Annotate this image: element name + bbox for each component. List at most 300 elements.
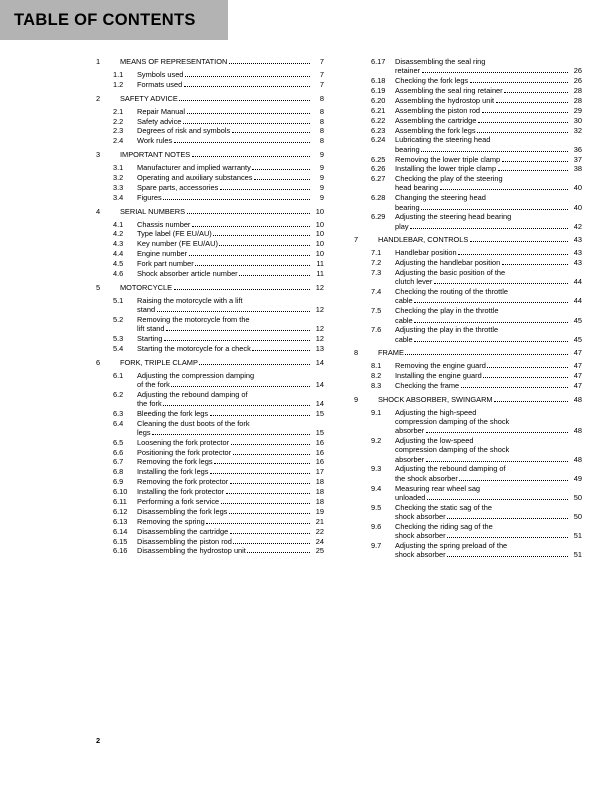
toc-entry-number: 2.4	[113, 136, 124, 146]
toc-section-entry[interactable]	[96, 449, 324, 457]
toc-dot-leader	[470, 82, 568, 83]
toc-chapter-entry[interactable]	[96, 359, 324, 367]
toc-entry-title-block	[395, 326, 582, 343]
toc-section-entry[interactable]	[96, 81, 324, 89]
toc-page-number: 48	[573, 454, 582, 464]
toc-entry-title: Adjusting the rebound damping of	[395, 464, 506, 474]
toc-section-entry[interactable]	[354, 107, 582, 115]
toc-entry-line	[137, 498, 324, 506]
toc-entry-line	[137, 518, 324, 526]
toc-entry-number: 6.1	[113, 370, 124, 380]
toc-page-number: 10	[315, 229, 324, 239]
toc-section-entry[interactable]	[354, 382, 582, 390]
toc-section-entry[interactable]	[354, 259, 582, 267]
toc-entry-title-block	[395, 156, 582, 164]
toc-page-number: 9	[319, 163, 324, 173]
toc-section-entry[interactable]	[354, 136, 582, 153]
toc-dot-leader	[502, 161, 568, 162]
toc-entry-title: Disassembling the fork legs	[137, 506, 228, 516]
toc-entry-title: Performing a fork service	[137, 497, 220, 507]
toc-entry-title-block	[137, 184, 324, 192]
toc-entry-line	[137, 240, 324, 248]
toc-dot-leader	[405, 354, 567, 355]
toc-section-entry[interactable]	[96, 478, 324, 486]
toc-section-entry[interactable]	[354, 485, 582, 502]
toc-entry-title: Assembling the piston rod	[395, 105, 481, 115]
toc-entry-title: Degrees of risk and symbols	[137, 126, 231, 136]
toc-entry-line	[395, 485, 582, 493]
toc-page-number: 43	[573, 258, 582, 268]
toc-dot-leader	[414, 341, 567, 342]
toc-page-number: 9	[319, 172, 324, 182]
toc-page-number: 17	[315, 467, 324, 477]
toc-entry-line	[395, 465, 582, 473]
toc-entry-line	[378, 349, 582, 357]
toc-entry-number: 6.15	[113, 536, 128, 546]
toc-entry-title: Installing the fork legs	[137, 467, 209, 477]
toc-page-number: 15	[315, 427, 324, 437]
toc-dot-leader	[421, 151, 567, 152]
toc-entry-line	[137, 174, 324, 182]
toc-entry-title: Removing the lower triple clamp	[395, 154, 501, 164]
toc-section-entry[interactable]	[96, 508, 324, 516]
toc-page-number: 29	[573, 105, 582, 115]
toc-entry-number: 6.16	[113, 546, 128, 556]
toc-section-entry[interactable]	[96, 164, 324, 172]
toc-entry-number: 8.3	[371, 381, 382, 391]
toc-chapter-entry[interactable]	[354, 236, 582, 244]
toc-page-number: 40	[573, 202, 582, 212]
toc-entry-title-block	[395, 465, 582, 482]
toc-entry-line	[137, 400, 324, 408]
toc-section-entry[interactable]	[96, 547, 324, 555]
toc-page-number: 45	[573, 315, 582, 325]
toc-page-number: 8	[319, 126, 324, 136]
toc-entry-line	[395, 504, 582, 512]
toc-entry-line	[137, 429, 324, 437]
toc-page-number: 12	[315, 333, 324, 343]
toc-entry-title: cable	[395, 334, 413, 344]
toc-entry-number: 6.10	[113, 487, 128, 497]
page-title: TABLE OF CONTENTS	[14, 10, 196, 29]
toc-dot-leader	[470, 241, 568, 242]
toc-entry-title: MOTORCYCLE	[120, 282, 173, 292]
toc-section-entry[interactable]	[96, 137, 324, 145]
toc-dot-leader	[458, 254, 567, 255]
toc-chapter-entry[interactable]	[96, 95, 324, 103]
toc-section-entry[interactable]	[96, 372, 324, 389]
toc-entry-title: Starting	[137, 333, 163, 343]
toc-entry-number: 6.20	[371, 95, 386, 105]
toc-entry-line	[395, 107, 582, 115]
toc-entry-line	[395, 87, 582, 95]
toc-section-entry[interactable]	[96, 345, 324, 353]
toc-entry-title: shock absorber	[395, 549, 446, 559]
toc-entry-title-block	[137, 81, 324, 89]
toc-section-entry[interactable]	[96, 184, 324, 192]
toc-dot-leader	[254, 179, 310, 180]
toc-entry-title-block	[137, 478, 324, 486]
toc-dot-leader	[192, 226, 310, 227]
toc-dot-leader	[231, 444, 310, 445]
toc-dot-leader	[229, 63, 310, 64]
toc-section-entry[interactable]	[96, 174, 324, 182]
toc-entry-number: 6.24	[371, 135, 386, 145]
toc-section-entry[interactable]	[354, 437, 582, 463]
toc-entry-number: 2.3	[113, 126, 124, 136]
toc-entry-title: SERIAL NUMBERS	[120, 206, 186, 216]
toc-entry-number: 7	[354, 235, 359, 245]
toc-section-entry[interactable]	[96, 488, 324, 496]
toc-entry-number: 4.4	[113, 249, 124, 259]
toc-entry-title-block	[137, 410, 324, 418]
toc-entry-line	[395, 97, 582, 105]
toc-entry-title-block	[137, 108, 324, 116]
toc-entry-line	[395, 156, 582, 164]
toc-chapter-entry[interactable]	[354, 349, 582, 357]
toc-entry-line	[395, 204, 582, 212]
toc-entry-title-block	[378, 396, 582, 404]
toc-entry-title: absorber	[395, 454, 425, 464]
toc-dot-leader	[427, 499, 568, 500]
toc-section-entry[interactable]	[96, 420, 324, 437]
toc-page-number: 8	[319, 116, 324, 126]
toc-dot-leader	[230, 483, 310, 484]
toc-section-entry[interactable]	[354, 504, 582, 521]
toc-page-number: 26	[573, 66, 582, 76]
toc-page-number: 7	[319, 57, 324, 66]
toc-section-entry[interactable]	[96, 391, 324, 408]
toc-entry-title: Positioning the fork protector	[137, 447, 232, 457]
toc-entry-title-block	[137, 230, 324, 238]
toc-section-entry[interactable]	[96, 528, 324, 536]
toc-dot-leader	[414, 302, 567, 303]
toc-section-entry[interactable]	[96, 221, 324, 229]
toc-entry-title: Disassembling the cartridge	[137, 526, 229, 536]
toc-entry-number: 8.2	[371, 371, 382, 381]
toc-entry-title-block	[120, 284, 324, 292]
toc-entry-line	[137, 449, 324, 457]
toc-section-entry[interactable]	[354, 194, 582, 211]
toc-dot-leader	[477, 132, 567, 133]
toc-entry-title: Chassis number	[137, 219, 191, 229]
toc-chapter-entry[interactable]	[96, 208, 324, 216]
toc-section-entry[interactable]	[96, 230, 324, 238]
toc-entry-line	[395, 409, 582, 417]
toc-entry-line	[395, 317, 582, 325]
toc-section-entry[interactable]	[354, 465, 582, 482]
toc-page-number: 7	[319, 69, 324, 79]
toc-chapter-entry[interactable]	[96, 151, 324, 159]
toc-entry-title: Assembling the fork legs	[395, 125, 476, 135]
toc-entry-number: 4.6	[113, 268, 124, 278]
toc-section-entry[interactable]	[354, 175, 582, 192]
toc-entry-title-block	[395, 127, 582, 135]
toc-section-entry[interactable]	[354, 249, 582, 257]
toc-dot-leader	[494, 401, 567, 402]
toc-entry-line	[137, 439, 324, 447]
toc-entry-number: 2	[96, 93, 101, 103]
toc-entry-number: 9.6	[371, 521, 382, 531]
toc-page-number: 9	[319, 192, 324, 202]
toc-entry-number: 4.5	[113, 259, 124, 269]
toc-entry-line	[137, 194, 324, 202]
toc-entry-line	[120, 208, 324, 216]
footer-page-number: 2	[96, 736, 101, 745]
toc-section-entry[interactable]	[354, 97, 582, 105]
toc-entry-title-block	[395, 77, 582, 85]
toc-dot-leader	[440, 189, 568, 190]
toc-entry-title-block	[137, 468, 324, 476]
toc-page-number: 10	[315, 206, 324, 216]
toc-section-entry[interactable]	[96, 498, 324, 506]
toc-section-entry[interactable]	[96, 538, 324, 546]
toc-section-entry[interactable]	[96, 108, 324, 116]
toc-dot-leader	[487, 367, 567, 368]
toc-section-entry[interactable]	[354, 542, 582, 559]
toc-entry-line	[395, 382, 582, 390]
toc-dot-leader	[189, 255, 310, 256]
toc-entry-title-block	[395, 175, 582, 192]
toc-section-entry[interactable]	[96, 194, 324, 202]
toc-entry-line	[395, 213, 582, 221]
toc-section-entry[interactable]	[354, 288, 582, 305]
toc-dot-leader	[163, 199, 309, 200]
toc-section-entry[interactable]	[96, 468, 324, 476]
toc-dot-leader	[502, 264, 568, 265]
toc-entry-title-block	[137, 439, 324, 447]
toc-section-entry[interactable]	[354, 362, 582, 370]
toc-entry-title-block	[137, 194, 324, 202]
toc-entry-number: 7.5	[371, 306, 382, 316]
toc-entry-title-block	[395, 437, 582, 463]
toc-entry-line	[395, 58, 582, 66]
toc-entry-title: Symbols used	[137, 69, 184, 79]
toc-section-entry[interactable]	[354, 165, 582, 173]
toc-entry-title-block	[137, 458, 324, 466]
toc-entry-line	[137, 345, 324, 353]
toc-section-entry[interactable]	[96, 127, 324, 135]
toc-page-number: 24	[315, 536, 324, 546]
toc-entry-title-block	[120, 95, 324, 103]
toc-entry-title: Operating and auxiliary substances	[137, 172, 253, 182]
toc-entry-line	[137, 118, 324, 126]
toc-section-entry[interactable]	[96, 240, 324, 248]
toc-dot-leader	[226, 493, 310, 494]
toc-entry-number: 8	[354, 348, 359, 358]
toc-section-entry[interactable]	[354, 58, 582, 75]
toc-entry-title: Assembling the hydrostop unit	[395, 95, 495, 105]
toc-entry-line	[120, 284, 324, 292]
toc-entry-title: Disassembling the hydrostop unit	[137, 546, 246, 556]
toc-dot-leader	[230, 533, 310, 534]
toc-entry-title-block	[395, 97, 582, 105]
toc-entry-line	[137, 381, 324, 389]
toc-entry-number: 6	[96, 357, 101, 367]
toc-entry-title: play	[395, 221, 409, 231]
toc-entry-title-block	[378, 236, 582, 244]
toc-entry-title-block	[137, 518, 324, 526]
toc-entry-number: 5	[96, 282, 101, 292]
toc-entry-title-block	[395, 372, 582, 380]
toc-section-entry[interactable]	[96, 250, 324, 258]
toc-section-entry[interactable]	[96, 316, 324, 333]
header-banner	[0, 0, 228, 40]
toc-section-entry[interactable]	[354, 87, 582, 95]
toc-entry-title-block	[137, 127, 324, 135]
toc-section-entry[interactable]	[354, 117, 582, 125]
toc-section-entry[interactable]	[354, 156, 582, 164]
toc-entry-title: Removing the fork protector	[137, 477, 229, 487]
toc-entry-line	[395, 427, 582, 435]
toc-entry-line	[137, 458, 324, 466]
toc-dot-leader	[239, 275, 309, 276]
toc-dot-leader	[426, 461, 568, 462]
toc-entry-title: Removing the motorcycle from the	[137, 314, 250, 324]
toc-entry-title: Measuring rear wheel sag	[395, 483, 481, 493]
toc-chapter-entry[interactable]	[354, 396, 582, 404]
toc-section-entry[interactable]	[96, 118, 324, 126]
toc-dot-leader	[414, 322, 567, 323]
toc-entry-title: Checking the frame	[395, 381, 460, 391]
toc-section-entry[interactable]	[96, 518, 324, 526]
toc-section-entry[interactable]	[354, 409, 582, 435]
toc-entry-line	[137, 372, 324, 380]
toc-dot-leader	[183, 123, 310, 124]
toc-section-entry[interactable]	[96, 71, 324, 79]
toc-entry-title: shock absorber	[395, 530, 446, 540]
toc-entry-title: Engine number	[137, 249, 188, 259]
toc-page-number: 47	[573, 381, 582, 391]
toc-entry-line	[137, 547, 324, 555]
toc-entry-line	[395, 513, 582, 521]
toc-entry-title: Raising the motorcycle with a lift	[137, 295, 243, 305]
toc-section-entry[interactable]	[96, 458, 324, 466]
toc-section-entry[interactable]	[354, 269, 582, 286]
toc-section-entry[interactable]	[354, 307, 582, 324]
toc-dot-leader	[252, 350, 309, 351]
toc-entry-title: Adjusting the compression damping	[137, 370, 255, 380]
toc-entry-line	[137, 184, 324, 192]
toc-section-entry[interactable]	[354, 523, 582, 540]
toc-page-number: 51	[573, 530, 582, 540]
toc-entry-title-block	[395, 165, 582, 173]
toc-entry-line	[395, 307, 582, 315]
toc-entry-line	[120, 151, 324, 159]
toc-section-entry[interactable]	[96, 410, 324, 418]
toc-entry-line	[137, 260, 324, 268]
toc-entry-line	[395, 532, 582, 540]
toc-entry-title-block	[137, 316, 324, 333]
toc-dot-leader	[206, 523, 309, 524]
toc-entry-number: 2.1	[113, 106, 124, 116]
toc-page-number: 48	[573, 394, 582, 404]
toc-page-number: 16	[315, 447, 324, 457]
toc-entry-line	[395, 175, 582, 183]
toc-entry-title-block	[137, 221, 324, 229]
toc-entry-line	[137, 164, 324, 172]
toc-chapter-entry[interactable]	[96, 284, 324, 292]
toc-dot-leader	[422, 72, 568, 73]
toc-entry-number: 6.29	[371, 212, 386, 222]
toc-section-entry[interactable]	[354, 127, 582, 135]
toc-entry-line	[137, 81, 324, 89]
toc-page-number: 50	[573, 492, 582, 502]
toc-dot-leader	[221, 503, 310, 504]
toc-section-entry[interactable]	[354, 213, 582, 230]
toc-page-number: 22	[315, 526, 324, 536]
toc-dot-leader	[166, 330, 309, 331]
toc-section-entry[interactable]	[354, 326, 582, 343]
toc-entry-line	[378, 236, 582, 244]
toc-entry-number: 5.3	[113, 333, 124, 343]
toc-page-number: 14	[315, 379, 324, 389]
toc-entry-line	[395, 249, 582, 257]
toc-dot-leader	[174, 289, 310, 290]
toc-entry-line	[137, 230, 324, 238]
toc-dot-leader	[179, 100, 309, 101]
toc-section-entry[interactable]	[96, 260, 324, 268]
toc-entry-title: Adjusting the rebound damping of	[137, 389, 248, 399]
toc-section-entry[interactable]	[96, 270, 324, 278]
toc-section-entry[interactable]	[96, 297, 324, 314]
toc-entry-title-block	[395, 409, 582, 435]
toc-section-entry[interactable]	[354, 77, 582, 85]
toc-entry-title-block	[395, 307, 582, 324]
toc-entry-line	[137, 420, 324, 428]
toc-entry-line	[395, 326, 582, 334]
toc-entry-line	[137, 488, 324, 496]
toc-dot-leader	[157, 311, 310, 312]
toc-dot-leader	[187, 113, 310, 114]
toc-entry-title: Adjusting the spring preload of the	[395, 540, 508, 550]
toc-chapter-entry[interactable]	[96, 58, 324, 66]
toc-entry-title: Safety advice	[137, 116, 182, 126]
toc-entry-line	[395, 297, 582, 305]
toc-entry-line	[137, 468, 324, 476]
toc-entry-title-block	[395, 504, 582, 521]
toc-entry-number: 6.3	[113, 408, 124, 418]
toc-page-number: 43	[573, 235, 582, 245]
toc-entry-number: 9.2	[371, 436, 382, 446]
toc-entry-title-block	[395, 249, 582, 257]
toc-entry-title: stand	[137, 304, 156, 314]
toc-dot-leader	[247, 552, 309, 553]
toc-entry-title: Adjusting the high-speed	[395, 407, 477, 417]
toc-page-number: 47	[573, 371, 582, 381]
toc-entry-title: Checking the fork legs	[395, 76, 469, 86]
toc-entry-title: cable	[395, 315, 413, 325]
toc-entry-number: 7.2	[371, 258, 382, 268]
toc-entry-title-block	[137, 164, 324, 172]
toc-section-entry[interactable]	[96, 439, 324, 447]
toc-page-number: 9	[319, 182, 324, 192]
toc-page-number: 12	[315, 282, 324, 292]
toc-entry-title-block	[137, 270, 324, 278]
toc-entry-title: Cleaning the dust boots of the fork	[137, 418, 250, 428]
toc-section-entry[interactable]	[96, 335, 324, 343]
toc-page-number: 50	[573, 511, 582, 521]
toc-section-entry[interactable]	[354, 372, 582, 380]
toc-entry-number: 6.6	[113, 447, 124, 457]
toc-entry-line	[395, 456, 582, 464]
toc-dot-leader	[185, 76, 310, 77]
toc-entry-number: 6.18	[371, 76, 386, 86]
toc-entry-title-block	[137, 71, 324, 79]
toc-page-number: 30	[573, 115, 582, 125]
toc-page-number: 10	[315, 239, 324, 249]
toc-dot-leader	[483, 377, 567, 378]
